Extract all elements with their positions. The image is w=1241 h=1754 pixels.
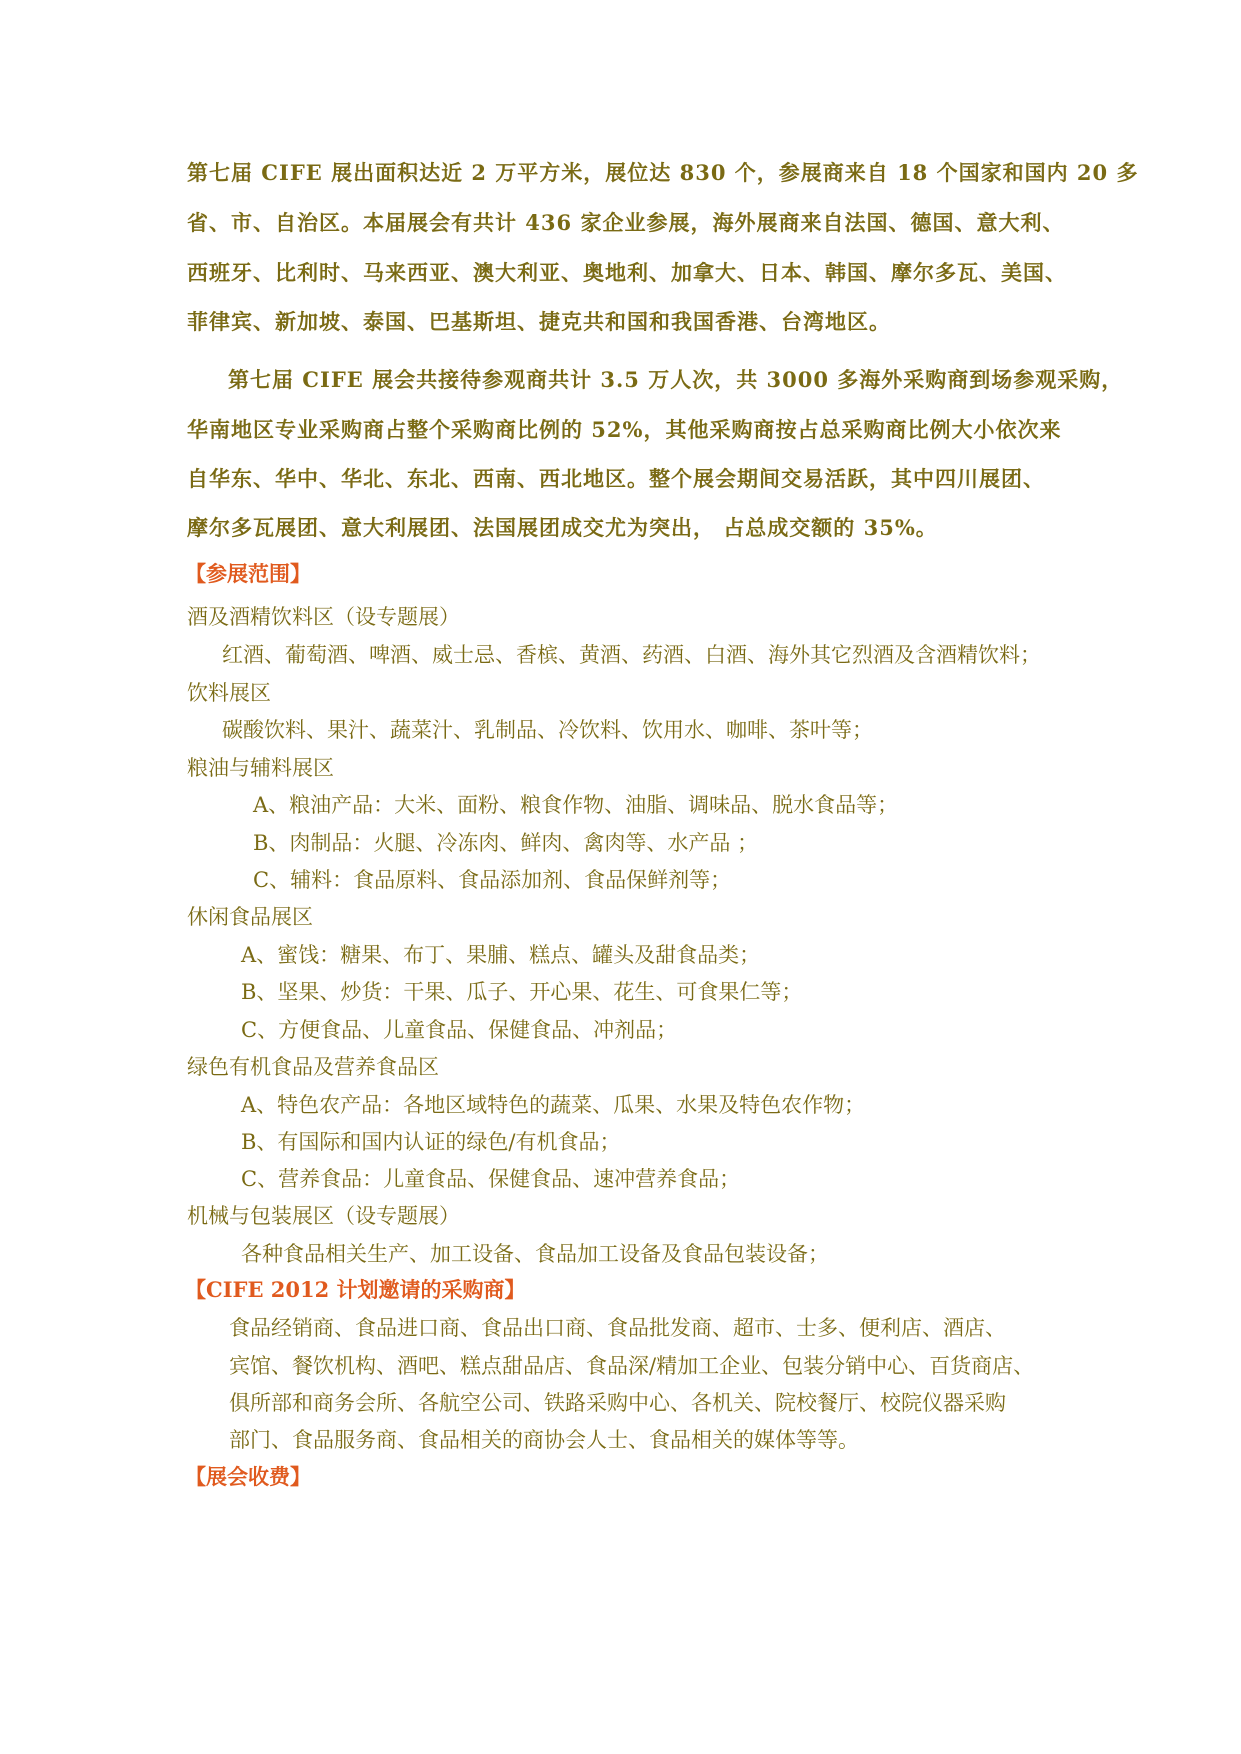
zone-name: 机械与包装展区（设专题展） [187,1204,460,1228]
zone-item: C、方便食品、儿童食品、保健食品、冲剂品； [241,1018,678,1042]
zone-name: 饮料展区 [187,681,271,705]
buyers-line: 食品经销商、食品进口商、食品出口商、食品批发商、超市、士多、便利店、酒店、 [229,1316,1006,1340]
fees-title: 【展会收费】 [185,1464,311,1489]
zone-name: 粮油与辅料展区 [187,756,334,780]
intro-para1-line: 西班牙、比利时、马来西亚、澳大利亚、奥地利、加拿大、日本、韩国、摩尔多瓦、美国、 [187,260,1067,285]
intro-para1-line: 菲律宾、新加坡、泰国、巴基斯坦、捷克共和国和我国香港、台湾地区。 [187,309,891,334]
buyers-line: 部门、食品服务商、食品相关的商协会人士、食品相关的媒体等等。 [229,1428,859,1452]
zone-name: 绿色有机食品及营养食品区 [187,1055,439,1079]
zone-name: 休闲食品展区 [187,905,313,929]
intro-para2-line: 摩尔多瓦展团、意大利展团、法国展团成交尤为突出， 占总成交额的 35%。 [187,515,938,540]
buyers-title: 【CIFE 2012 计划邀请的采购商】 [185,1277,526,1302]
zone-item: 各种食品相关生产、加工设备、食品加工设备及食品包装设备； [241,1242,829,1266]
zone-item: 红酒、葡萄酒、啤酒、威士忌、香槟、黄酒、药酒、白酒、海外其它烈酒及含酒精饮料； [222,643,1041,667]
zone-item: C、辅料：食品原料、食品添加剂、食品保鲜剂等； [253,868,732,892]
zone-item: A、粮油产品：大米、面粉、粮食作物、油脂、调味品、脱水食品等； [253,793,899,817]
intro-para2-line: 自华东、华中、华北、东北、西南、西北地区。整个展会期间交易活跃，其中四川展团、 [187,466,1045,491]
zone-name: 酒及酒精饮料区（设专题展） [187,605,460,629]
scope-title: 【参展范围】 [185,561,311,586]
zone-item: 碳酸饮料、果汁、蔬菜汁、乳制品、冷饮料、饮用水、咖啡、茶叶等； [222,718,873,742]
zone-item: B、坚果、炒货：干果、瓜子、开心果、花生、可食果仁等； [241,980,803,1004]
intro-para1-line: 省、市、自治区。本届展会有共计 436 家企业参展，海外展商来自法国、德国、意大利、 [187,210,1065,235]
intro-para1-line: 第七届 CIFE 展出面积达近 2 万平方米，展位达 830 个，参展商来自 18 个国家和国内 20 多 [187,160,1139,185]
zone-item: A、蜜饯：糖果、布丁、果脯、糕点、罐头及甜食品类； [241,943,761,967]
buyers-line: 俱所部和商务会所、各航空公司、铁路采购中心、各机关、院校餐厅、校院仪器采购 [229,1391,1006,1415]
intro-para2-line: 华南地区专业采购商占整个采购商比例的 52%，其他采购商按占总采购商比例大小依次来 [187,417,1062,442]
zone-item: A、特色农产品：各地区域特色的蔬菜、瓜果、水果及特色农作物； [241,1093,866,1117]
intro-para2-line: 第七届 CIFE 展会共接待参观商共计 3.5 万人次，共 3000 多海外采购商到场参观采购， [228,367,1124,392]
zone-item: B、肉制品：火腿、冷冻肉、鲜肉、禽肉等、水产品 ； [253,831,759,855]
buyers-line: 宾馆、餐饮机构、酒吧、糕点甜品店、食品深/精加工企业、包装分销中心、百货商店、 [229,1354,1035,1378]
zone-item: C、营养食品：儿童食品、保健食品、速冲营养食品； [241,1167,741,1191]
zone-item: B、有国际和国内认证的绿色/有机食品； [241,1130,621,1154]
